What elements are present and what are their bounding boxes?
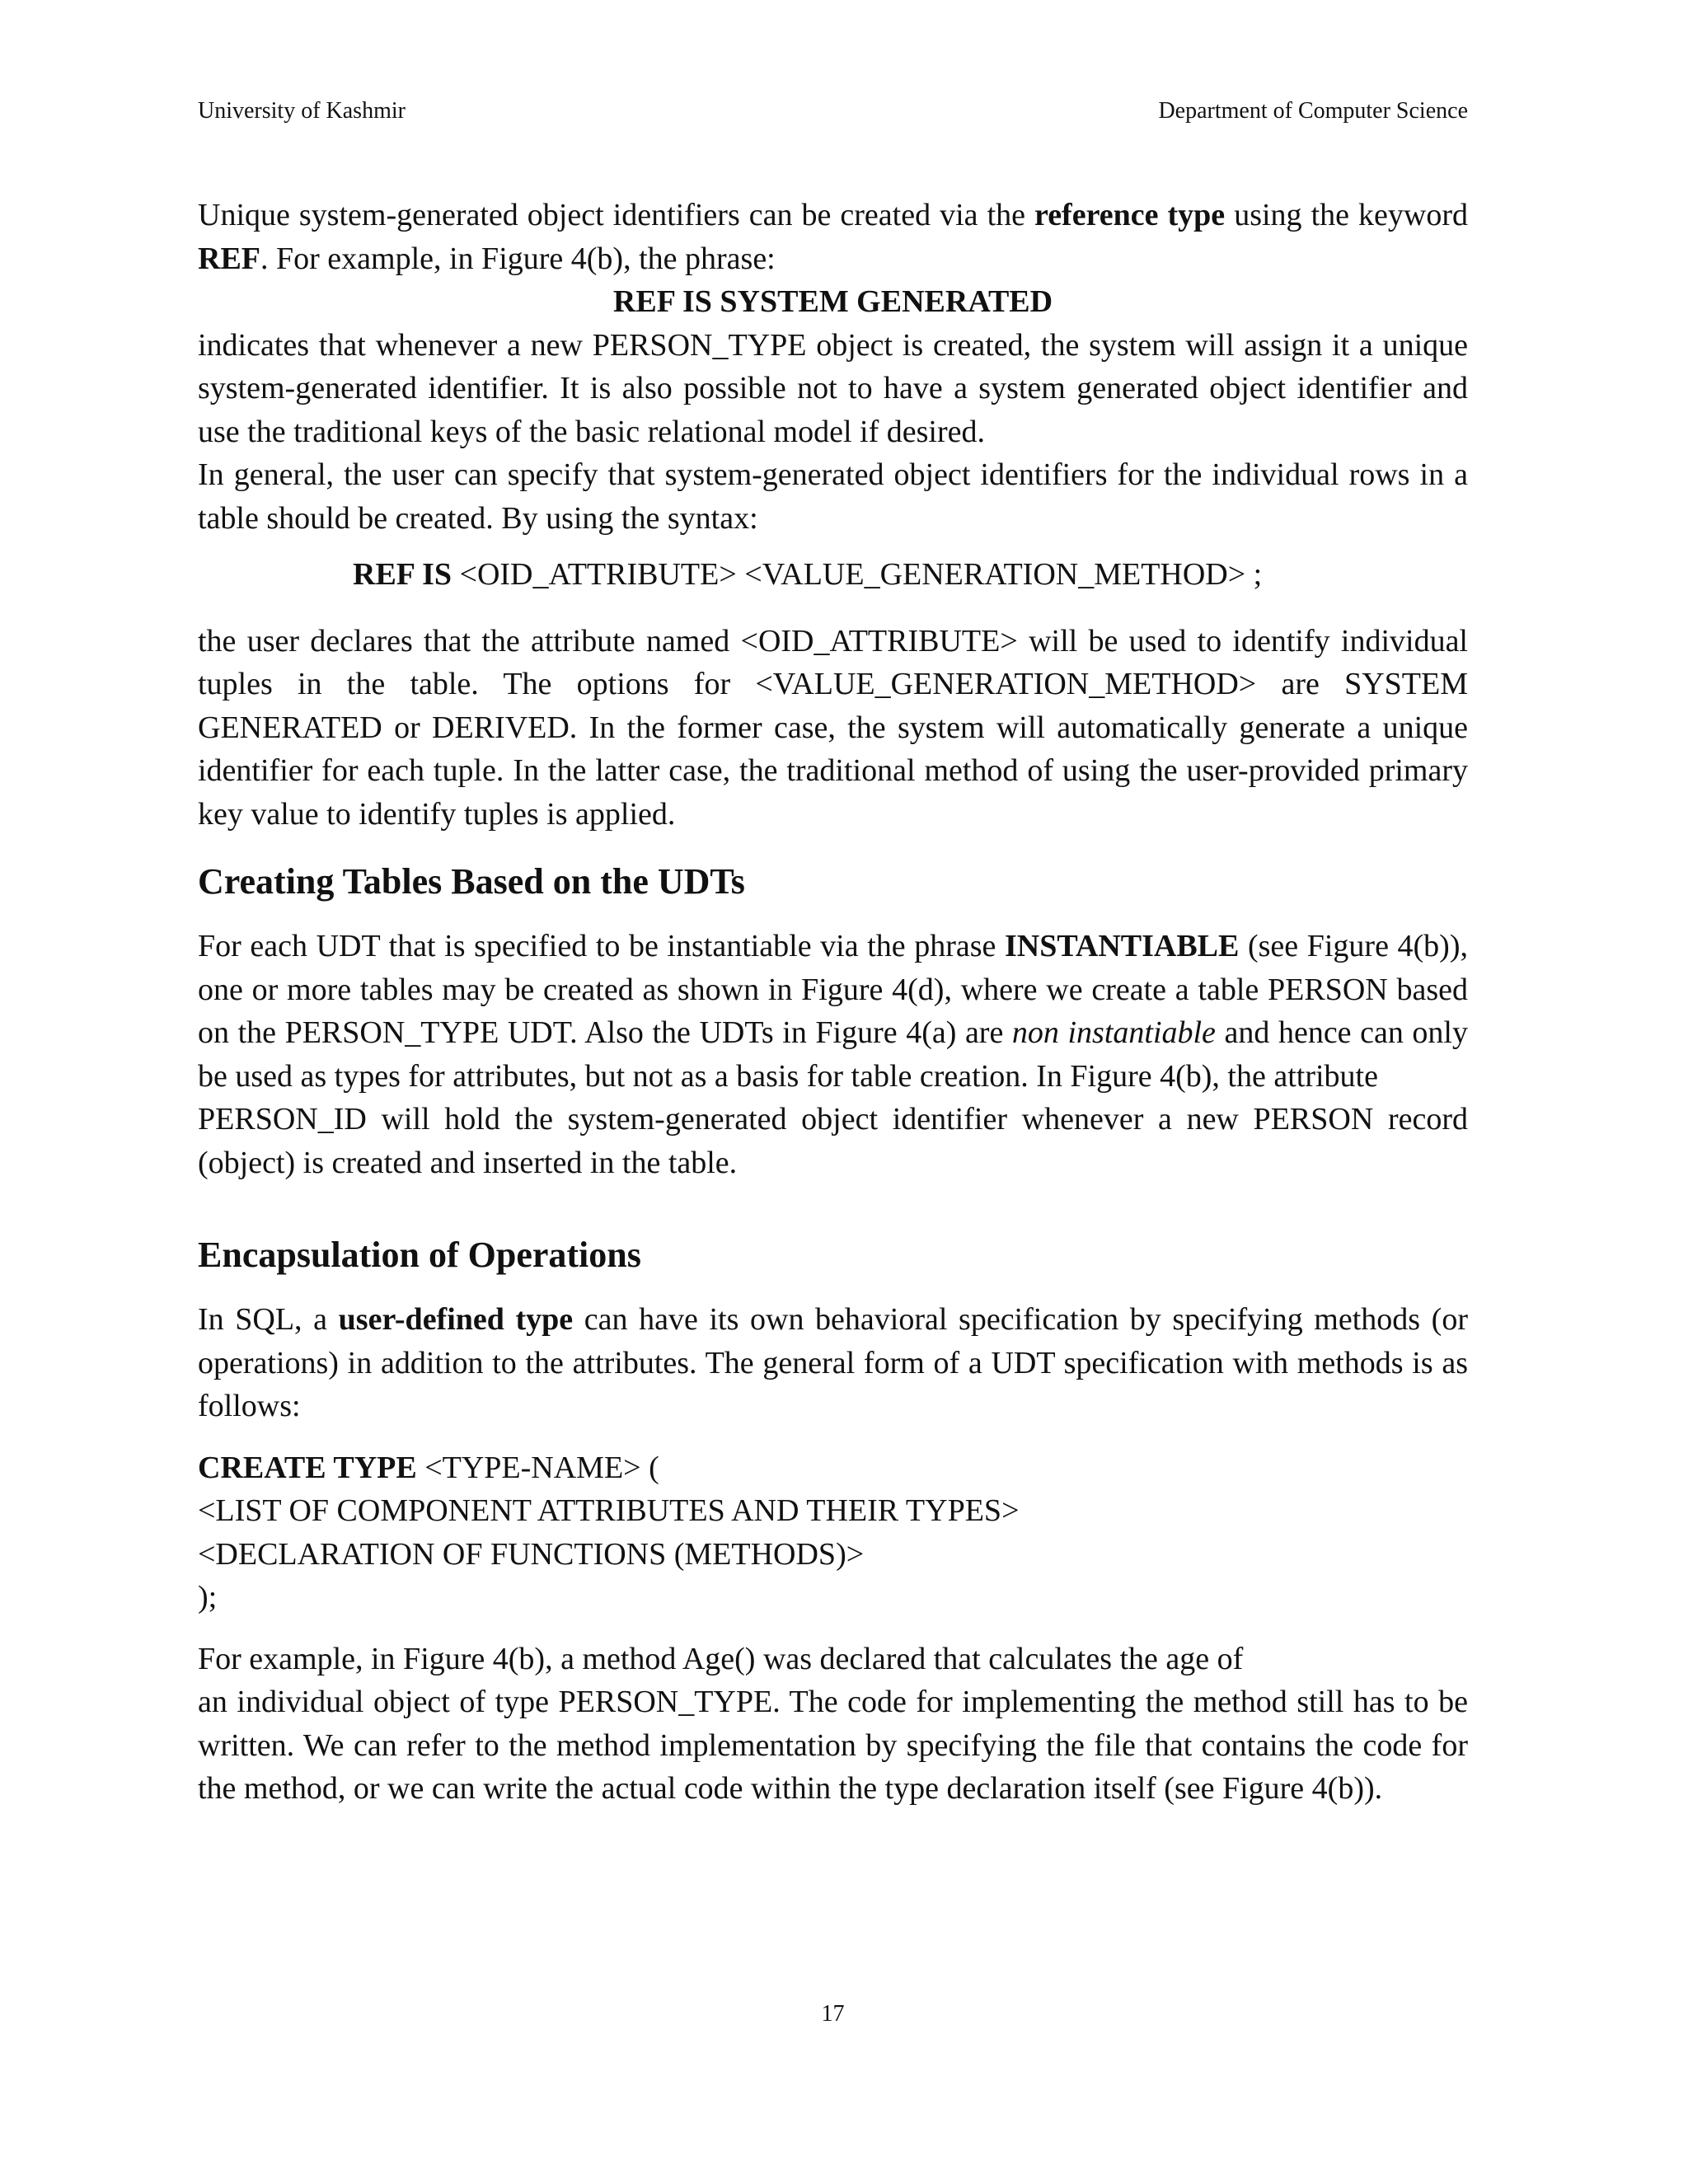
bold-term-user-defined-type: user-defined type (338, 1302, 574, 1337)
body-text (198, 194, 1468, 1811)
text-run: In SQL, a (198, 1302, 339, 1337)
paragraph-instantiable (198, 925, 1468, 1098)
paragraph-ref-explanation: indicates that whenever a new PERSON_TYPE object is created, the system will assign it a unique system-generated identifier. It is also possible not to have a system generated object identifier and use the traditional keys of the basic relational model if desired. (198, 327, 1468, 449)
code-line-2: <LIST OF COMPONENT ATTRIBUTES AND THEIR TYPES> (198, 1493, 1020, 1528)
text-run: and hence can only be used as types for attributes, but not as a basis for table creation. In Figure 4(b), the attribute (198, 1015, 1468, 1094)
code-line-4: ); (198, 1580, 218, 1615)
text-run: Unique system-generated object identifiers can be created via the (198, 198, 1035, 232)
ref-is-syntax-line (198, 553, 1468, 597)
text-run: using the keyword (1225, 198, 1468, 232)
paragraph-udt-methods (198, 1298, 1468, 1428)
code-text: <TYPE-NAME> ( (416, 1450, 659, 1485)
italic-term-non-instantiable: non instantiable (1011, 1015, 1216, 1050)
paragraph-person-id: PERSON_ID will hold the system-generated object identifier whenever a new PERSON record (object) is created and inserted in the table. (198, 1102, 1468, 1180)
text-run: (see Figure 4(b)), one or more tables may be created as shown in Figure 4(d), where we create a table PERSON based on the PERSON_TYPE UDT. Also the UDTs in Figure 4(a) are (198, 929, 1468, 1050)
heading-encapsulation: Encapsulation of Operations (198, 1235, 641, 1275)
paragraph-age-method: an individual object of type PERSON_TYPE. The code for implementing the method still has to be written. We can refer to the method implementation by specifying the file that contains the code for the method, or we can write the actual code within the type declaration itself (see Figure 4(b)). (198, 1685, 1468, 1806)
paragraph-syntax-intro: In general, the user can specify that system-generated object identifiers for the individual rows in a table should be created. By using the syntax: (198, 457, 1468, 536)
ref-system-generated-phrase (198, 280, 1468, 324)
create-type-code-block (198, 1446, 1468, 1619)
header-department: Department of Computer Science (1158, 98, 1468, 124)
paragraph-age-method-first-line: For example, in Figure 4(b), a method Age() was declared that calculates the age of (198, 1641, 1244, 1676)
bold-term-ref: REF (198, 241, 260, 276)
running-header (198, 97, 1468, 125)
text-run: can have its own behavioral specification by specifying methods (or operations) in addition to the attributes. The general form of a UDT specification with methods is as follows: (198, 1302, 1468, 1423)
bold-phrase: REF IS SYSTEM GENERATED (612, 284, 1053, 319)
header-university: University of Kashmir (198, 98, 406, 124)
syntax-keyword: REF IS (353, 557, 452, 592)
text-run: . For example, in Figure 4(b), the phrase: (260, 241, 776, 276)
code-line-1 (198, 1446, 1468, 1490)
text-run: For each UDT that is specified to be instantiable via the phrase (198, 929, 1005, 963)
bold-term-instantiable: INSTANTIABLE (1004, 929, 1240, 963)
paragraph-ref-intro (198, 194, 1468, 280)
bold-term-reference-type: reference type (1034, 198, 1226, 232)
syntax-rest: <OID_ATTRIBUTE> <VALUE_GENERATION_METHOD> ; (452, 557, 1263, 592)
code-line-3: <DECLARATION OF FUNCTIONS (METHODS)> (198, 1536, 865, 1572)
paragraph-oid-attribute: the user declares that the attribute named <OID_ATTRIBUTE> will be used to identify individual tuples in the table. The options for <VALUE_GENERATION_METHOD> are SYSTEM GENERATED or DERIVED. In the former case, the system will automatically generate a unique identifier for each tuple. In the latter case, the traditional method of using the user-provided primary key value to identify tuples is applied. (198, 623, 1468, 832)
heading-creating-tables: Creating Tables Based on the UDTs (198, 861, 745, 902)
page-number: 17 (821, 2001, 845, 2027)
document-page (198, 0, 1468, 2184)
code-keyword-create-type: CREATE TYPE (198, 1450, 417, 1485)
